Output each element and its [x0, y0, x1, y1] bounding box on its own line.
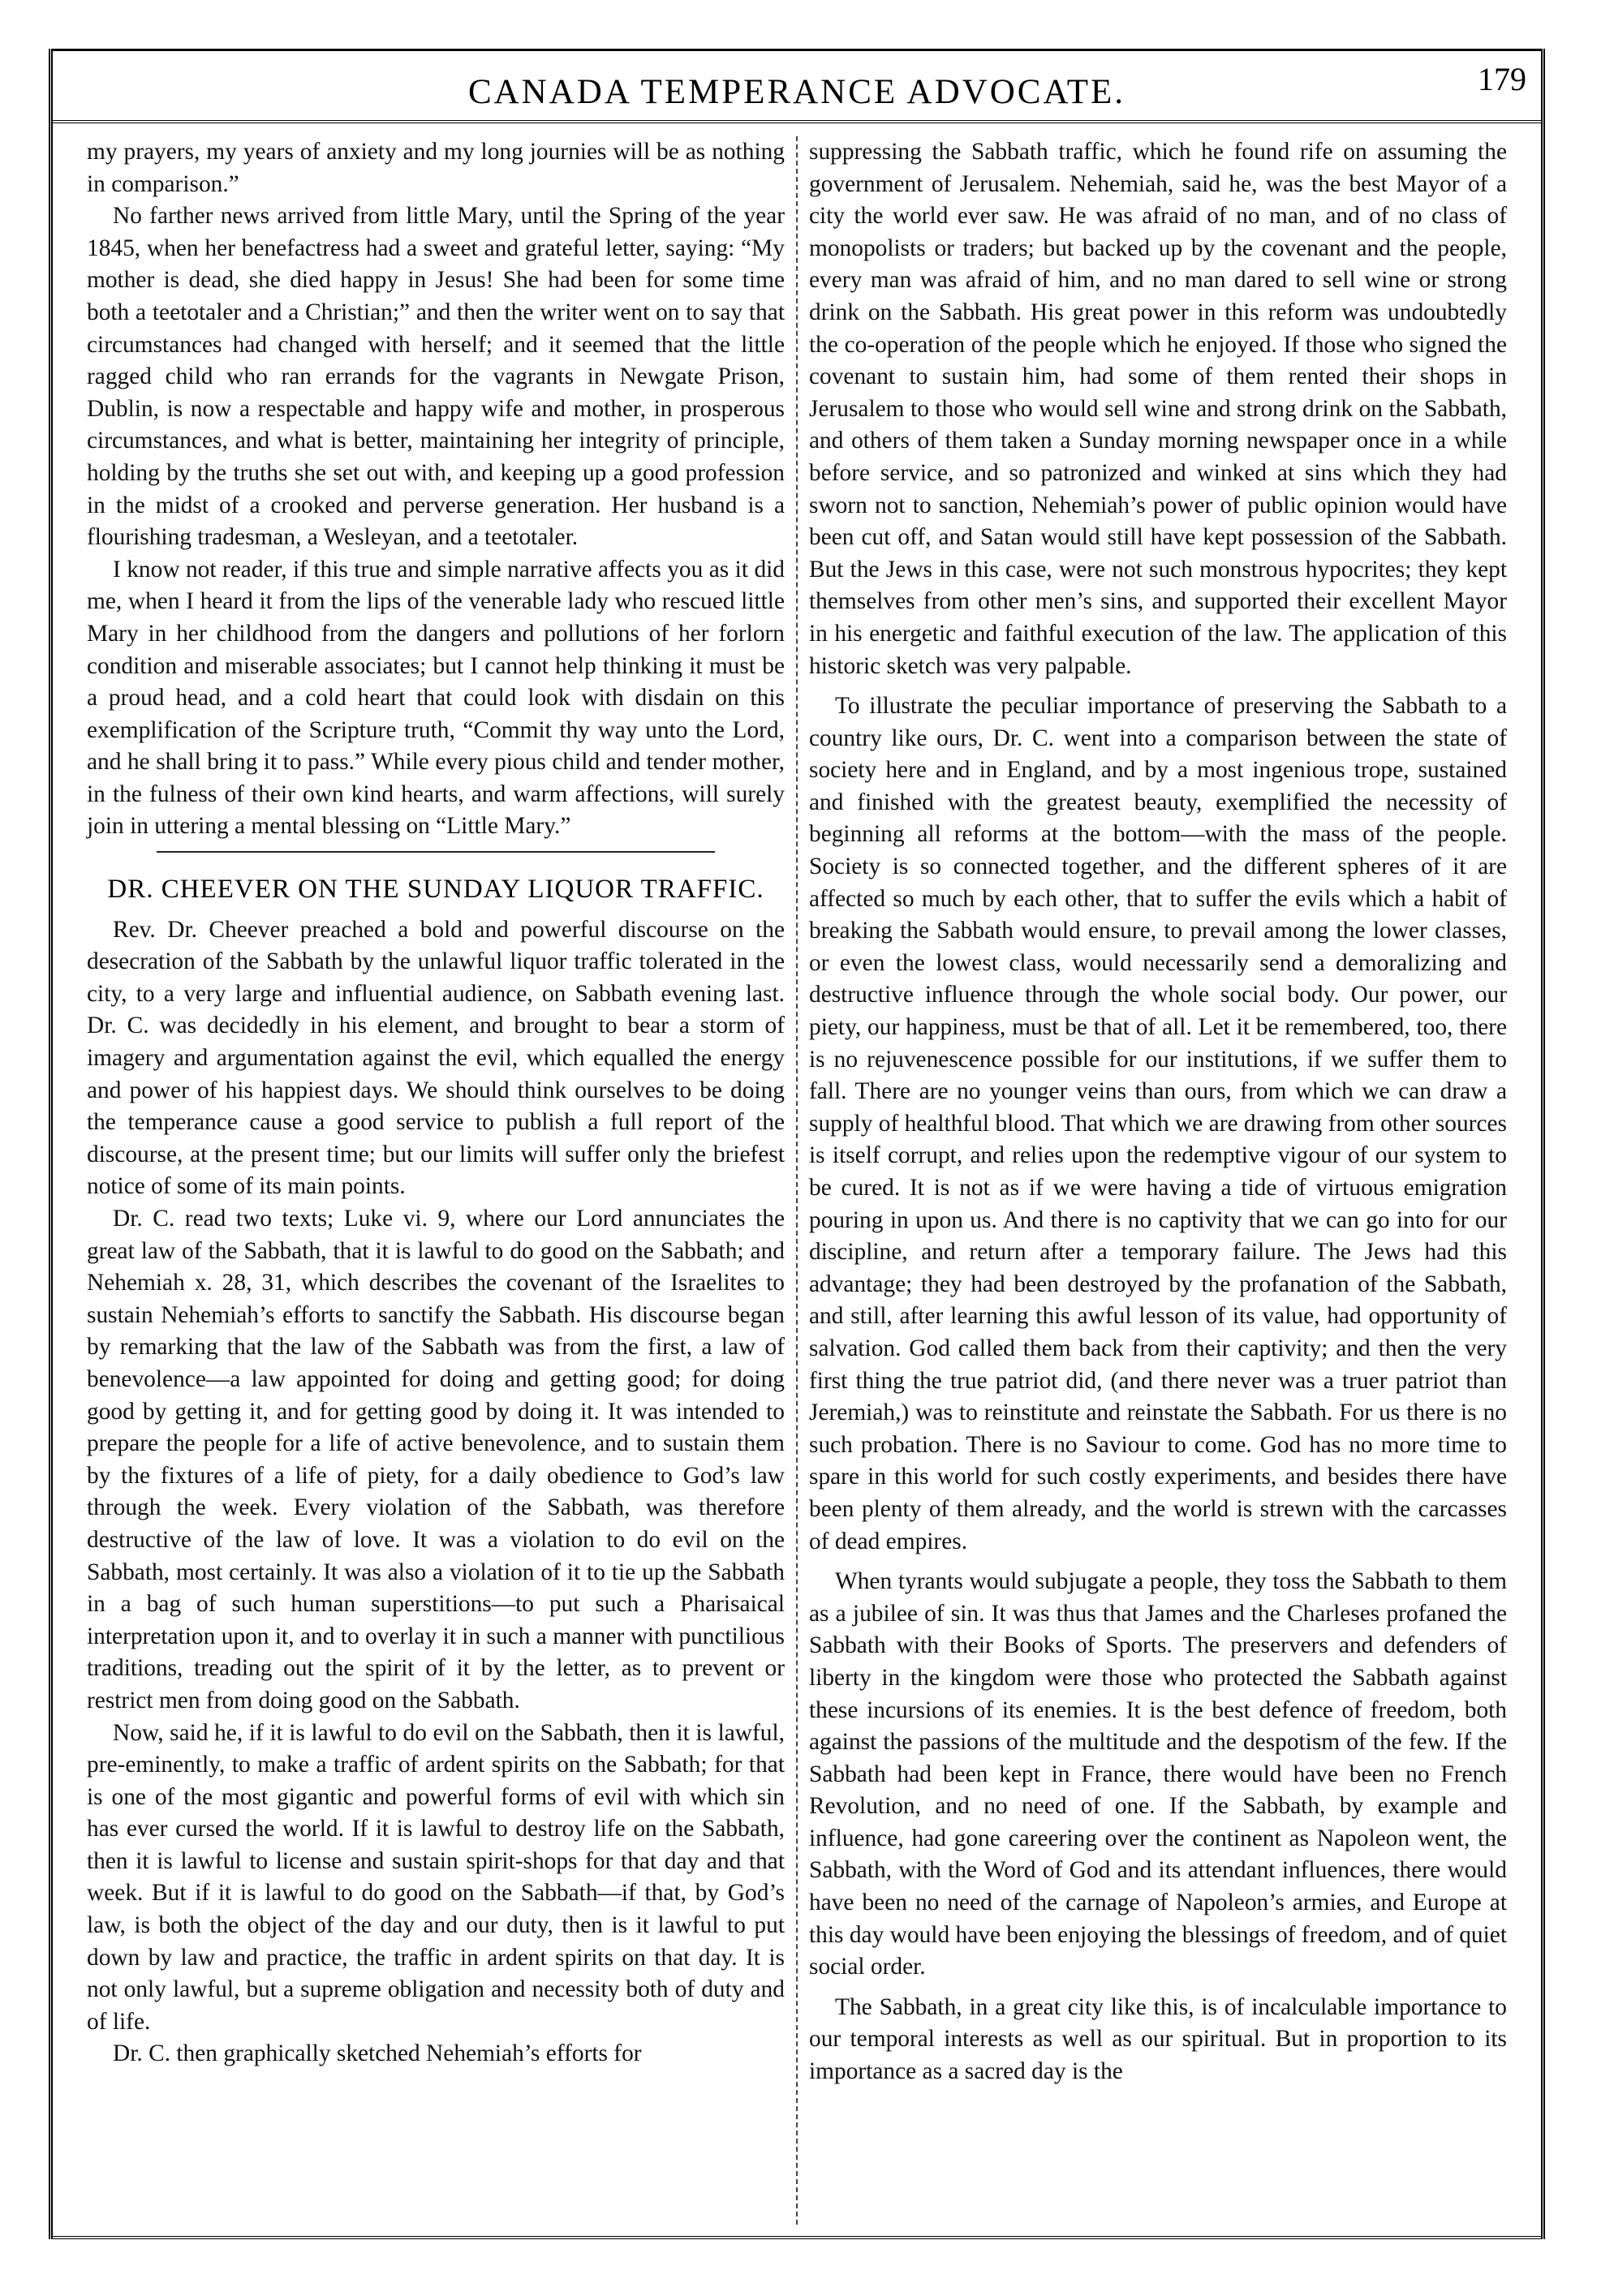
page-number: 179: [1478, 61, 1526, 97]
top-rule: [53, 49, 1541, 51]
section-divider: [157, 851, 715, 853]
paragraph: When tyrants would subjugate a people, they toss the Sabbath to them as a jubilee of sin. It was thus that James and the Charleses profaned the Sabbath with their Books of Sports. The preservers and defenders of liberty in the kingdom were those who protected the Sabbath against these incursions of its enemies. It is the best defence of freedom, both against the passions of the multitude and the despotism of the few. If the Sabbath had been kept in France, there would have been no French Revolution, and no need of one. If the Sabbath, by example and influence, had gone careering over the continent as Napoleon went, the Sabbath, with the Word of God and its attendant influences, there would have been no need of the carnage of Napoleon’s armies, and Europe at this day would have been enjoying the blessings of freedom, and of quiet social order.: [809, 1568, 1507, 1980]
paragraph: I know not reader, if this true and simple narrative affects you as it did me, when I heard it from the lips of the venerable lady who rescued little Mary in her childhood from the dangers and pollutions of her forlorn condition and miserable associates; but I cannot help thinking it must be a proud head, and a cold heart that could look with disdain on this exemplification of the Scripture truth, “Commit thy way unto the Lord, and he shall bring it to pass.” While every pious child and tender mother, in the fulness of their own kind hearts, and warm affections, will surely join in uttering a mental blessing on “Little Mary.”: [87, 556, 785, 840]
text-columns: [75, 136, 1518, 2225]
article-headline: DR. CHEEVER ON THE SUNDAY LIQUOR TRAFFIC.: [107, 875, 764, 905]
paragraph: Rev. Dr. Cheever preached a bold and powerful discourse on the desecration of the Sabbath by the unlawful liquor traffic tolerated in the city, to a very large and influential audience, on Sabbath evening last. Dr. C. was decidedly in his element, and brought to bear a storm of imagery and argumentation against the evil, which equalled the energy and power of his happiest days. We should think ourselves to be doing the temperance cause a good service to publish a full report of the discourse, at the present time; but our limits will suffer only the briefest notice of some of its main points.: [87, 916, 785, 1200]
newspaper-page: [49, 49, 1545, 2239]
publication-title: CANADA TEMPERANCE ADVOCATE.: [467, 72, 1126, 111]
paragraph: Dr. C. then graphically sketched Nehemiah’s efforts for: [113, 2040, 642, 2067]
paragraph: To illustrate the peculiar importance of preserving the Sabbath to a country like ours, Dr. C. went into a comparison between the state of society here and in England, and by a most ingenious trope, sustained and finished with the greatest beauty, exemplified the necessity of beginning all reforms at the bottom—with the mass of the people. Society is so connected together, and the different spheres of it are affected so much by each other, that to suffer the evils which a habit of breaking the Sabbath would ensure, to prevail among the lower classes, or even the lowest class, would necessarily send a demoralizing and destructive influence through the whole social body. Our power, our piety, our happiness, must be that of all. Let it be remembered, too, there is no rejuvenescence possible for our institutions, if we suffer them to fall. There are no younger veins than ours, from which we can draw a supply of healthful blood. That which we are drawing from other sources is itself corrupt, and relies upon the redemptive vigour of our system to be cured. It is not as if we were having a tide of virtuous emigration pouring in upon us. And there is no captivity that we can go into for our discipline, and return after a temporary failure. The Jews had this advantage; they had been destroyed by the profanation of the Sabbath, and still, after learning this awful lesson of its value, had opportunity of salvation. God called them back from their captivity; and then the very first thing the true patriot did, (and there never was a truer patriot than Jeremiah,) was to reinstitute and reinstate the Sabbath. For us there is no such probation. There is no Saviour to come. God has no more time to spare in this world for such costly experiments, and besides there have been plenty of them already, and the world is strewn with the carcasses of dead empires.: [809, 693, 1507, 1554]
left-column: [75, 136, 796, 2225]
bottom-rule: [53, 2236, 1541, 2239]
right-column: [796, 136, 1518, 2225]
paragraph: The Sabbath, in a great city like this, is of incalculable importance to our temporal interests as well as our spiritual. But in proportion to its importance as a sacred day is the: [809, 1993, 1507, 2085]
masthead: [53, 63, 1541, 123]
paragraph: Dr. C. read two texts; Luke vi. 9, where our Lord annunciates the great law of the Sabbath, that it is lawful to do good on the Sabbath; and Nehemiah x. 28, 31, which describes the covenant of the Israelites to sustain Nehemiah’s efforts to sanctify the Sabbath. His discourse began by remarking that the law of the Sabbath was from the first, a law of benevolence—a law appointed for doing and getting good; for doing good by getting it, and for getting good by doing it. It was intended to prepare the people for a life of active benevolence, and to sustain them by the fixtures of a life of piety, for a daily obedience to God’s law through the week. Every violation of the Sabbath, was therefore destructive of the law of love. It was a violation to do evil on the Sabbath, most certainly. It was also a violation of it to tie up the Sabbath in a bag of such human superstitions—to put such a Pharisaical interpretation upon it, and to overlay it in such a manner with punctilious traditions, treading out the spirit of it by the letter, as to prevent or restrict men from doing good on the Sabbath.: [87, 1206, 785, 1713]
paragraph: Now, said he, if it is lawful to do evil on the Sabbath, then it is lawful, pre-eminently, to make a traffic of ardent spirits on the Sabbath; for that is one of the most gigantic and powerful forms of evil with which sin has ever cursed the world. If it is lawful to destroy life on the Sabbath, then it is lawful to license and sustain spirit-shops for that day and that week. But if it is lawful to do good on the Sabbath—if that, by God’s law, is both the object of the day and our duty, then is it lawful to put down by law and practice, the traffic in ardent spirits on that day. It is not only lawful, but a supreme obligation and necessity both of duty and of life.: [87, 1719, 785, 2035]
paragraph: my prayers, my years of anxiety and my long journies will be as nothing in comparison.”: [87, 139, 785, 197]
paragraph: suppressing the Sabbath traffic, which he found rife on assuming the government of Jerusalem. Nehemiah, said he, was the best Mayor of a city the world ever saw. He was afraid of no man, and of no class of monopolists or traders; but backed up by the covenant and the people, every man was afraid of him, and no man dared to sell wine or strong drink on the Sabbath. His great power in this reform was undoubtedly the co-operation of the people which he enjoyed. If those who signed the covenant to sustain him, had some of them rented their shops in Jerusalem to those who would sell wine and strong drink on the Sabbath, and others of them taken a Sunday morning newspaper once in a while before service, and so patronized and winked at sins which they had sworn not to sanction, Nehemiah’s power of public opinion would have been cut off, and Satan would still have kept possession of the Sabbath. But the Jews in this case, were not such monstrous hypocrites; they kept themselves from other men’s sins, and supported their excellent Mayor in his energetic and faithful execution of the law. The application of this historic sketch was very palpable.: [809, 139, 1507, 679]
paragraph: No farther news arrived from little Mary, until the Spring of the year 1845, when her benefactress had a sweet and grateful letter, saying: “My mother is dead, she died happy in Jesus! She had been for some time both a teetotaler and a Christian;” and then the writer went on to say that circumstances had changed with herself; and it seemed that the little ragged child who ran errands for the vagrants in Newgate Prison, Dublin, is now a respectable and happy wife and mother, in prosperous circumstances, and what is better, maintaining her integrity of principle, holding by the truths she set out with, and keeping up a good profession in the midst of a crooked and perverse generation. Her husband is a flourishing tradesman, a Wesleyan, and a teetotaler.: [87, 203, 785, 551]
